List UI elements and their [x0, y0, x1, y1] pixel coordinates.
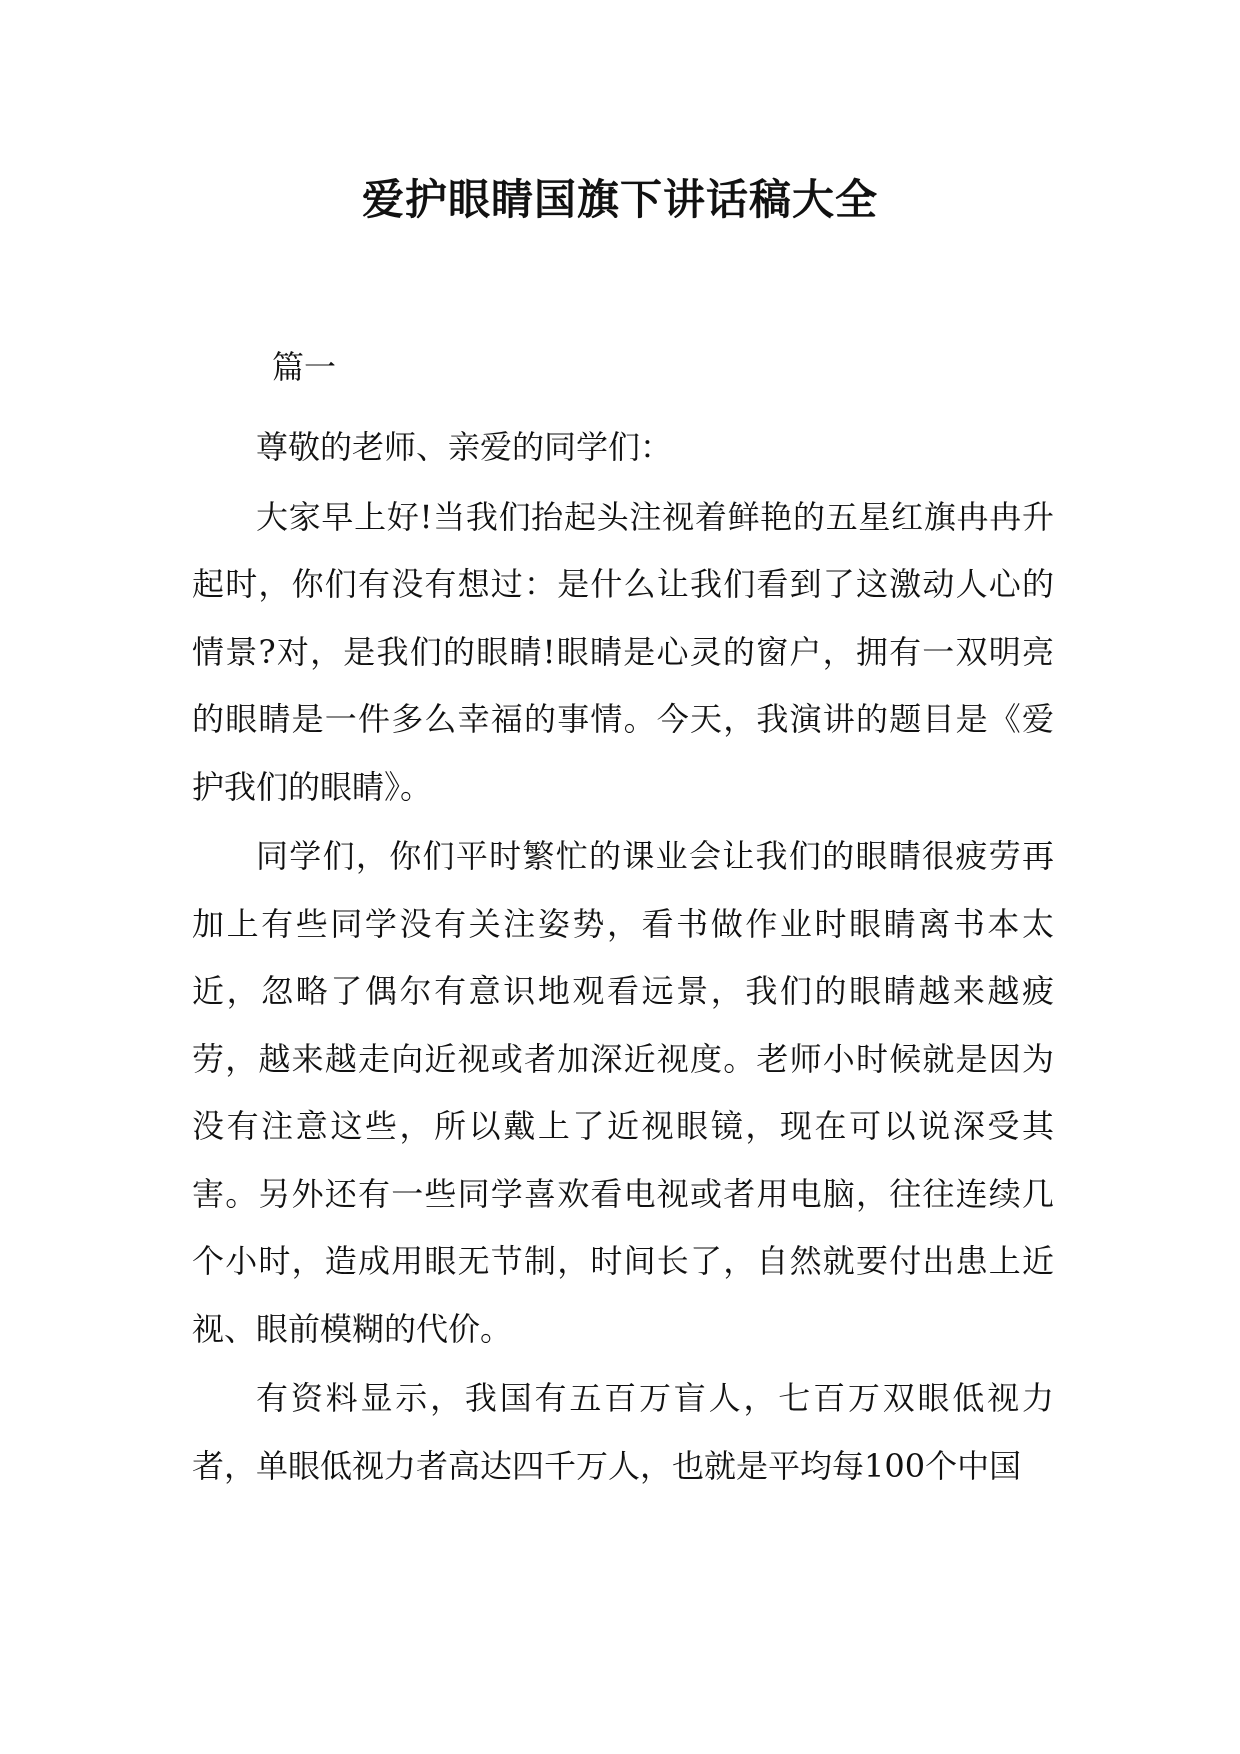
document-title: 爱护眼睛国旗下讲话稿大全	[361, 175, 878, 224]
paragraph: 同学们，你们平时繁忙的课业会让我们的眼睛很疲劳再加上有些同学没有关注姿势，看书做作业时眼睛离书本太近，忽略了偶尔有意识地观看远景，我们的眼睛越来越疲劳，越来越走向近视或者加深近视度。老师小时候就是因为没有注意这些，所以戴上了近视眼镜，现在可以说深受其害。另外还有一些同学喜欢看电视或者用电脑，往往连续几个小时，造成用眼无节制，时间长了，自然就要付出患上近视、眼前模糊的代价。	[192, 837, 1054, 1348]
document-body	[192, 414, 1054, 1502]
paragraph: 有资料显示，我国有五百万盲人，七百万双眼低视力者，单眼低视力者高达四千万人，也就是平均每100个中国	[192, 1379, 1054, 1485]
paragraph: 大家早上好!当我们抬起头注视着鲜艳的五星红旗冉冉升起时，你们有没有想过：是什么让我们看到了这激动人心的情景?对，是我们的眼睛!眼睛是心灵的窗户，拥有一双明亮的眼睛是一件多么幸福的事情。今天，我演讲的题目是《爱护我们的眼睛》。	[192, 497, 1054, 806]
section-label: 篇一	[272, 348, 337, 386]
paragraph-salutation: 尊敬的老师、亲爱的同学们：	[256, 428, 673, 466]
